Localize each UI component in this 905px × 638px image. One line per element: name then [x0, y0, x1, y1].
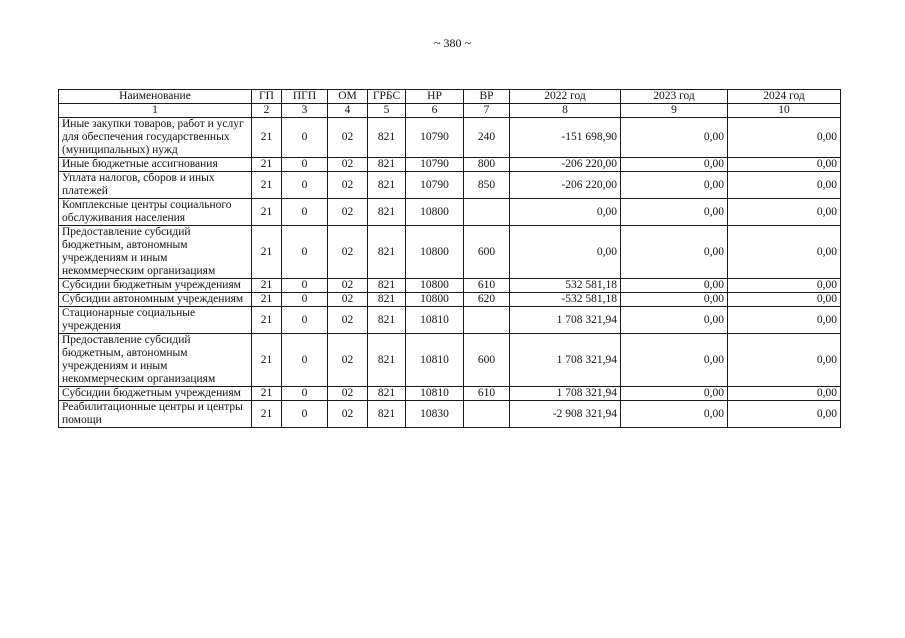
amount-2024-cell: 0,00 [728, 226, 841, 279]
vr-cell: 850 [464, 172, 510, 199]
table-row [59, 401, 841, 428]
gp-cell: 21 [252, 118, 282, 158]
grbs-cell: 821 [368, 226, 406, 279]
grbs-cell: 821 [368, 334, 406, 387]
table-row [59, 118, 841, 158]
row-name-cell: Иные закупки товаров, работ и услуг для обеспечения государственных (муниципальных) нужд [59, 118, 252, 158]
amount-2024-cell: 0,00 [728, 118, 841, 158]
row-name-cell: Субсидии автономным учреждениям [59, 293, 252, 307]
pgp-cell: 0 [282, 118, 328, 158]
gp-cell: 21 [252, 279, 282, 293]
pgp-cell: 0 [282, 158, 328, 172]
grbs-cell: 821 [368, 199, 406, 226]
table-row [59, 158, 841, 172]
column-number-cell: 8 [510, 104, 621, 118]
column-number-cell: 2 [252, 104, 282, 118]
amount-2024-cell: 0,00 [728, 334, 841, 387]
pgp-cell: 0 [282, 293, 328, 307]
gp-cell: 21 [252, 387, 282, 401]
om-cell: 02 [328, 293, 368, 307]
amount-2023-cell: 0,00 [621, 293, 728, 307]
column-number-cell: 10 [728, 104, 841, 118]
amount-2022-cell: 1 708 321,94 [510, 334, 621, 387]
budget-table [58, 89, 841, 428]
om-cell: 02 [328, 158, 368, 172]
amount-2022-cell: -206 220,00 [510, 158, 621, 172]
nr-cell: 10790 [406, 158, 464, 172]
table-row [59, 293, 841, 307]
amount-2024-cell: 0,00 [728, 199, 841, 226]
amount-2022-cell: 0,00 [510, 226, 621, 279]
column-number-cell: 4 [328, 104, 368, 118]
amount-2023-cell: 0,00 [621, 118, 728, 158]
pgp-cell: 0 [282, 334, 328, 387]
nr-cell: 10810 [406, 334, 464, 387]
amount-2022-cell: 0,00 [510, 199, 621, 226]
gp-cell: 21 [252, 158, 282, 172]
pgp-cell: 0 [282, 279, 328, 293]
nr-cell: 10800 [406, 293, 464, 307]
column-number-cell: 3 [282, 104, 328, 118]
amount-2023-cell: 0,00 [621, 401, 728, 428]
om-cell: 02 [328, 279, 368, 293]
row-name-cell: Предоставление субсидий бюджетным, автономным учреждениям и иным некоммерческим организациям [59, 334, 252, 387]
amount-2022-cell: -151 698,90 [510, 118, 621, 158]
grbs-cell: 821 [368, 307, 406, 334]
nr-cell: 10830 [406, 401, 464, 428]
amount-2023-cell: 0,00 [621, 387, 728, 401]
header-cell: 2022 год [510, 90, 621, 104]
vr-cell [464, 307, 510, 334]
header-cell: НР [406, 90, 464, 104]
amount-2022-cell: -532 581,18 [510, 293, 621, 307]
amount-2024-cell: 0,00 [728, 387, 841, 401]
nr-cell: 10790 [406, 172, 464, 199]
grbs-cell: 821 [368, 279, 406, 293]
amount-2023-cell: 0,00 [621, 172, 728, 199]
gp-cell: 21 [252, 293, 282, 307]
pgp-cell: 0 [282, 226, 328, 279]
row-name-cell: Субсидии бюджетным учреждениям [59, 387, 252, 401]
header-cell: ВР [464, 90, 510, 104]
header-cell: Наименование [59, 90, 252, 104]
column-number-cell: 6 [406, 104, 464, 118]
table-row [59, 199, 841, 226]
vr-cell: 800 [464, 158, 510, 172]
amount-2022-cell: 1 708 321,94 [510, 307, 621, 334]
om-cell: 02 [328, 172, 368, 199]
amount-2024-cell: 0,00 [728, 158, 841, 172]
amount-2024-cell: 0,00 [728, 172, 841, 199]
row-name-cell: Субсидии бюджетным учреждениям [59, 279, 252, 293]
pgp-cell: 0 [282, 172, 328, 199]
amount-2023-cell: 0,00 [621, 334, 728, 387]
gp-cell: 21 [252, 334, 282, 387]
om-cell: 02 [328, 199, 368, 226]
amount-2024-cell: 0,00 [728, 307, 841, 334]
nr-cell: 10800 [406, 199, 464, 226]
om-cell: 02 [328, 226, 368, 279]
pgp-cell: 0 [282, 199, 328, 226]
row-name-cell: Уплата налогов, сборов и иных платежей [59, 172, 252, 199]
amount-2023-cell: 0,00 [621, 199, 728, 226]
om-cell: 02 [328, 387, 368, 401]
amount-2024-cell: 0,00 [728, 401, 841, 428]
amount-2022-cell: 532 581,18 [510, 279, 621, 293]
table-row [59, 279, 841, 293]
table-row [59, 334, 841, 387]
header-cell: ГРБС [368, 90, 406, 104]
gp-cell: 21 [252, 172, 282, 199]
vr-cell: 240 [464, 118, 510, 158]
header-cell: 2023 год [621, 90, 728, 104]
amount-2023-cell: 0,00 [621, 279, 728, 293]
grbs-cell: 821 [368, 401, 406, 428]
grbs-cell: 821 [368, 118, 406, 158]
header-cell: ОМ [328, 90, 368, 104]
row-name-cell: Реабилитационные центры и центры помощи [59, 401, 252, 428]
gp-cell: 21 [252, 401, 282, 428]
vr-cell [464, 199, 510, 226]
grbs-cell: 821 [368, 387, 406, 401]
amount-2024-cell: 0,00 [728, 293, 841, 307]
nr-cell: 10800 [406, 279, 464, 293]
vr-cell: 610 [464, 387, 510, 401]
nr-cell: 10810 [406, 307, 464, 334]
gp-cell: 21 [252, 307, 282, 334]
header-row [59, 90, 841, 104]
pgp-cell: 0 [282, 307, 328, 334]
amount-2023-cell: 0,00 [621, 226, 728, 279]
vr-cell: 610 [464, 279, 510, 293]
row-name-cell: Предоставление субсидий бюджетным, автономным учреждениям и иным некоммерческим организациям [59, 226, 252, 279]
nr-cell: 10800 [406, 226, 464, 279]
column-number-cell: 7 [464, 104, 510, 118]
amount-2022-cell: -206 220,00 [510, 172, 621, 199]
table-body [59, 118, 841, 428]
gp-cell: 21 [252, 226, 282, 279]
om-cell: 02 [328, 307, 368, 334]
amount-2024-cell: 0,00 [728, 279, 841, 293]
column-number-cell: 9 [621, 104, 728, 118]
om-cell: 02 [328, 401, 368, 428]
vr-cell: 600 [464, 226, 510, 279]
page-number: ~ 380 ~ [434, 36, 471, 50]
vr-cell [464, 401, 510, 428]
amount-2023-cell: 0,00 [621, 307, 728, 334]
header-cell: 2024 год [728, 90, 841, 104]
header-cell: ГП [252, 90, 282, 104]
pgp-cell: 0 [282, 387, 328, 401]
table-row [59, 226, 841, 279]
amount-2023-cell: 0,00 [621, 158, 728, 172]
nr-cell: 10790 [406, 118, 464, 158]
column-number-row [59, 104, 841, 118]
amount-2022-cell: -2 908 321,94 [510, 401, 621, 428]
table-row [59, 172, 841, 199]
row-name-cell: Комплексные центры социального обслуживания населения [59, 199, 252, 226]
pgp-cell: 0 [282, 401, 328, 428]
column-number-cell: 1 [59, 104, 252, 118]
table-row [59, 387, 841, 401]
amount-2022-cell: 1 708 321,94 [510, 387, 621, 401]
table-row [59, 307, 841, 334]
om-cell: 02 [328, 118, 368, 158]
om-cell: 02 [328, 334, 368, 387]
gp-cell: 21 [252, 199, 282, 226]
grbs-cell: 821 [368, 293, 406, 307]
vr-cell: 600 [464, 334, 510, 387]
row-name-cell: Стационарные социальные учреждения [59, 307, 252, 334]
header-cell: ПГП [282, 90, 328, 104]
column-number-cell: 5 [368, 104, 406, 118]
row-name-cell: Иные бюджетные ассигнования [59, 158, 252, 172]
table-header [59, 90, 841, 118]
grbs-cell: 821 [368, 172, 406, 199]
nr-cell: 10810 [406, 387, 464, 401]
grbs-cell: 821 [368, 158, 406, 172]
vr-cell: 620 [464, 293, 510, 307]
